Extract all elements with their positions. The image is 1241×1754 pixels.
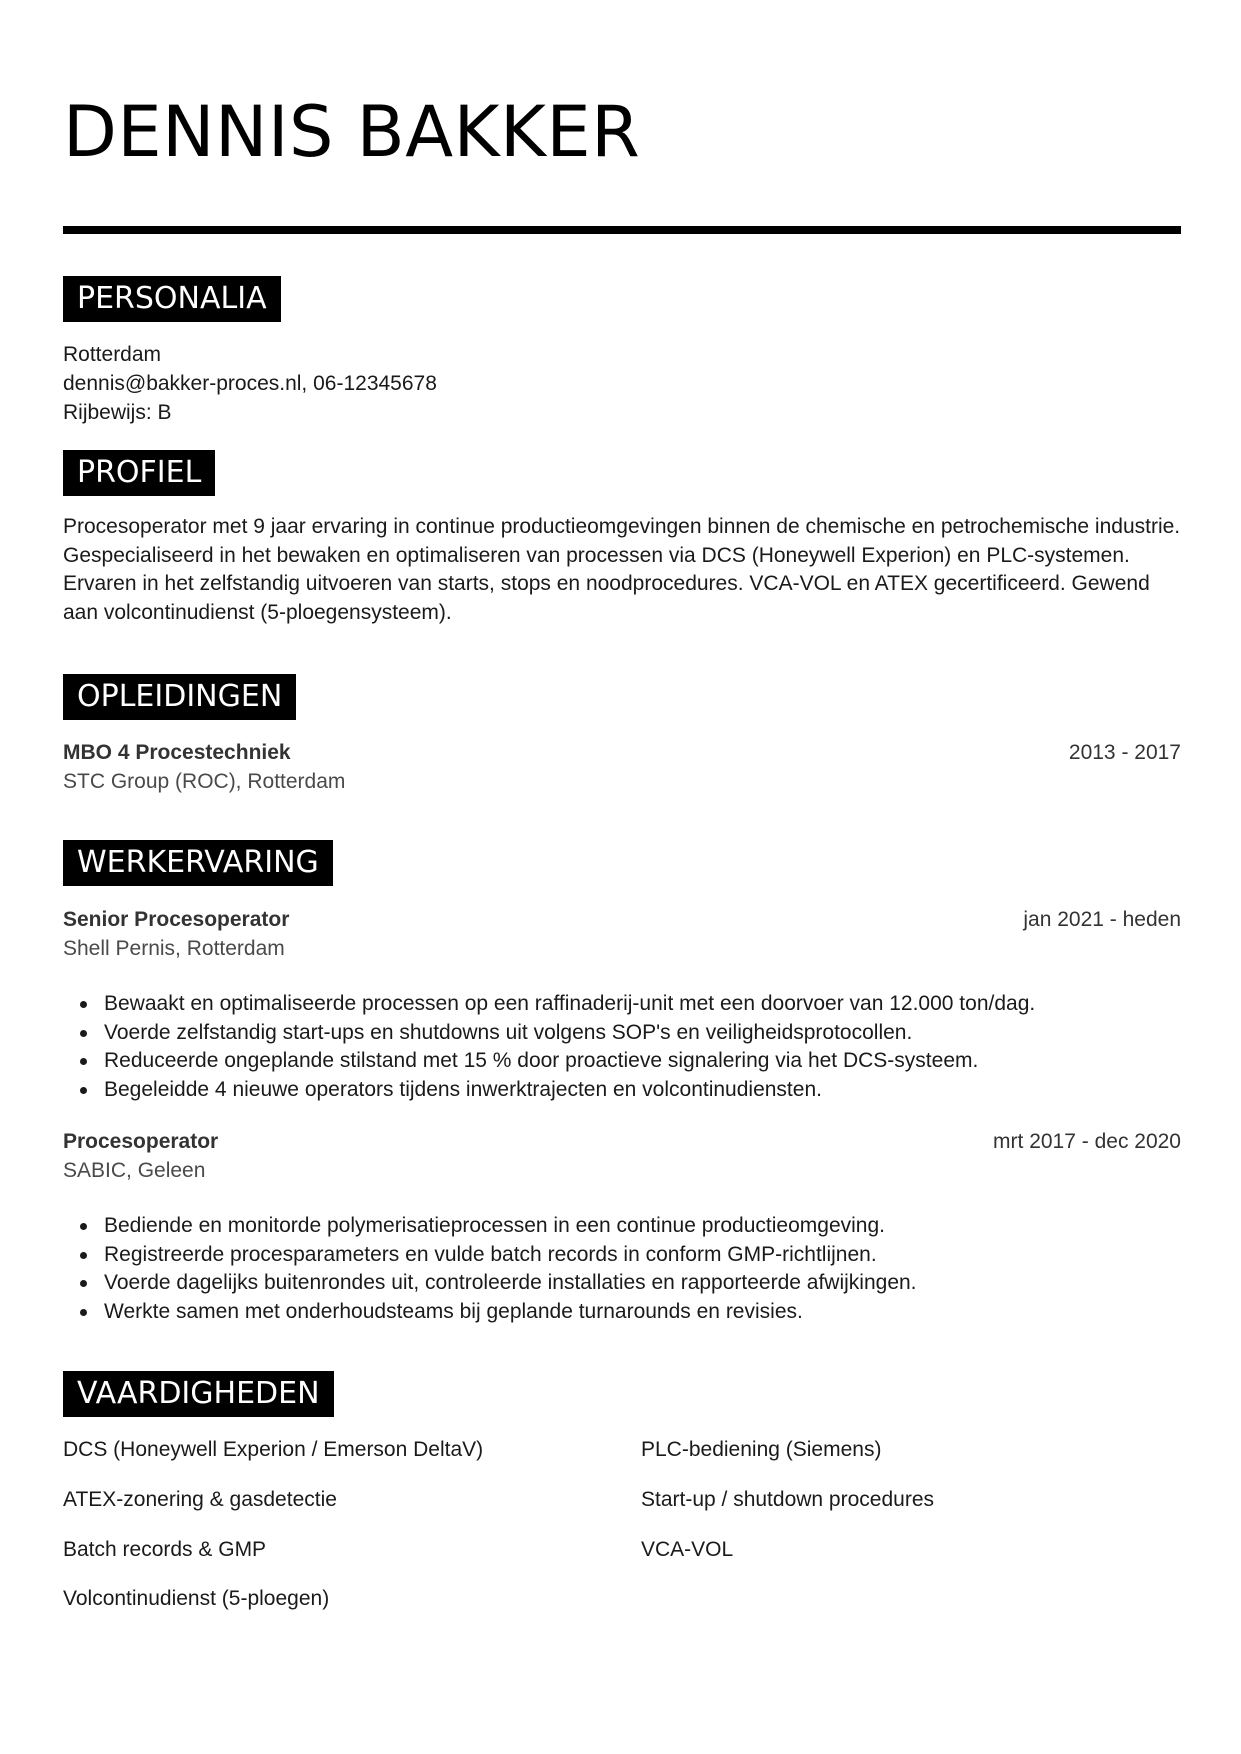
education-title: MBO 4 Procestechniek [63, 741, 291, 764]
skill-item: DCS (Honeywell Experion / Emerson DeltaV) [63, 1438, 484, 1461]
candidate-name: DENNIS BAKKER [63, 91, 641, 173]
education-institution: STC Group (ROC), Rotterdam [63, 770, 346, 793]
bullet-dot-icon [80, 1252, 87, 1259]
bullet-dot-icon [80, 1058, 87, 1065]
job-company-1: Shell Pernis, Rotterdam [63, 937, 285, 960]
education-period: 2013 - 2017 [1068, 741, 1181, 764]
resume-page [63, 0, 1181, 1754]
job-company-2: SABIC, Geleen [63, 1159, 206, 1182]
list-item [63, 1076, 1181, 1105]
section-label-vaardigheden: VAARDIGHEDEN [63, 1371, 334, 1417]
header-divider [63, 226, 1181, 234]
bullet-text: Voerde dagelijks buitenrondes uit, controleerde installaties en rapporteerde afwijkingen. [104, 1271, 917, 1295]
list-item [63, 1212, 1181, 1241]
bullet-dot-icon [80, 1030, 87, 1037]
section-label-werkervaring: WERKERVARING [63, 840, 333, 886]
bullet-text: Bewaakt en optimaliseerde processen op een raffinaderij-unit met een doorvoer van 12.000 ton/dag. [104, 992, 1036, 1015]
list-item [63, 1047, 1181, 1076]
job-title-1: Senior Procesoperator [63, 908, 290, 931]
skill-item: Batch records & GMP [63, 1538, 267, 1561]
bullet-text: Reduceerde ongeplande stilstand met 15 % door proactieve signalering via het DCS-systeem. [104, 1049, 979, 1073]
job-title-2: Procesoperator [63, 1130, 219, 1153]
bullet-dot-icon [80, 1309, 87, 1316]
list-item [63, 1241, 1181, 1270]
section-label-personalia: PERSONALIA [63, 276, 281, 322]
job-bullets-1 [63, 990, 1181, 1105]
section-label-profiel: PROFIEL [63, 450, 215, 496]
bullet-text: Registreerde procesparameters en vulde batch records in conform GMP-richtlijnen. [104, 1242, 877, 1266]
personalia-city: Rotterdam [63, 343, 162, 366]
job-period-2: mrt 2017 - dec 2020 [993, 1130, 1181, 1153]
skill-item: Start-up / shutdown procedures [641, 1488, 934, 1511]
bullet-dot-icon [80, 1280, 87, 1287]
skill-item: ATEX-zonering & gasdetectie [63, 1488, 337, 1511]
bullet-dot-icon [80, 1223, 87, 1230]
job-bullets-2 [63, 1212, 1181, 1327]
list-item [63, 1019, 1181, 1048]
list-item [63, 1298, 1181, 1327]
skill-item: VCA-VOL [641, 1538, 734, 1561]
skill-item: PLC-bediening (Siemens) [641, 1438, 882, 1461]
bullet-dot-icon [80, 1001, 87, 1008]
personalia-license: Rijbewijs: B [63, 401, 172, 424]
job-period-1: jan 2021 - heden [1023, 908, 1181, 931]
bullet-text: Bediende en monitorde polymerisatieprocessen in een continue productieomgeving. [104, 1214, 885, 1237]
personalia-contact: dennis@bakker-proces.nl, 06-12345678 [63, 372, 437, 395]
bullet-text: Begeleidde 4 nieuwe operators tijdens inwerktrajecten en volcontinudiensten. [104, 1078, 822, 1102]
bullet-dot-icon [80, 1087, 87, 1094]
section-label-opleidingen: OPLEIDINGEN [63, 674, 296, 720]
bullet-text: Werkte samen met onderhoudsteams bij geplande turnarounds en revisies. [104, 1300, 803, 1324]
profile-summary: Procesoperator met 9 jaar ervaring in continue productieomgevingen binnen de chemische en petrochemische industrie. Gespecialiseerd in het bewaken en optimaliseren van processen via DCS (Honeywell Experion) en PLC-systemen. Ervaren in het zelfstandig uitvoeren van starts, stops en noodprocedures. VCA-VOL en ATEX gecertificeerd. Gewend aan volcontinudienst (5-ploegensysteem). [63, 515, 1181, 625]
skill-item: Volcontinudienst (5-ploegen) [63, 1587, 330, 1610]
list-item [63, 1269, 1181, 1298]
bullet-text: Voerde zelfstandig start-ups en shutdowns uit volgens SOP's en veiligheidsprotocollen. [104, 1020, 913, 1044]
list-item [63, 990, 1181, 1019]
